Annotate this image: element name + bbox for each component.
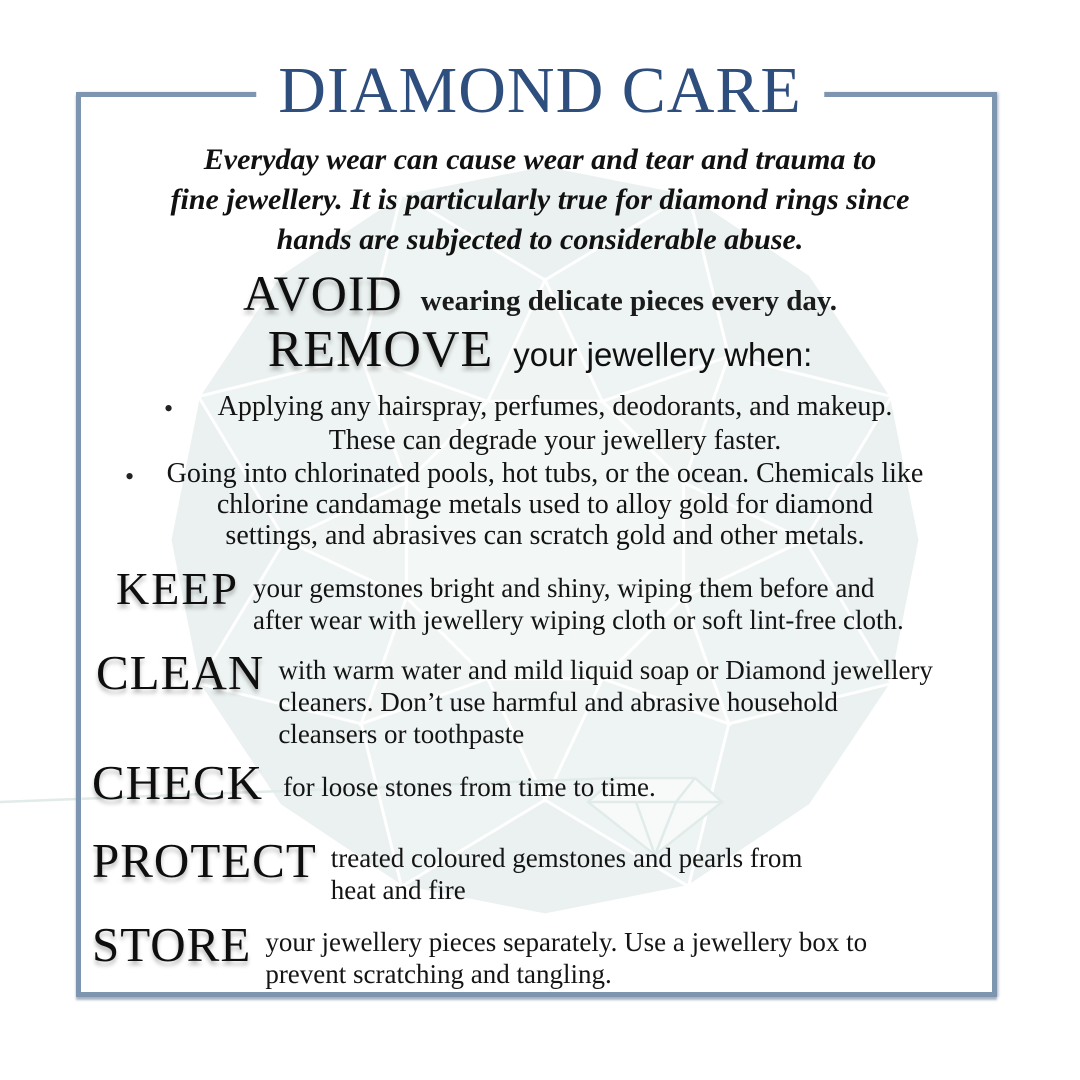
section-remove-text: your jewellery when:	[513, 336, 813, 373]
section-avoid-text: wearing delicate pieces every day.	[420, 285, 837, 317]
section-store	[92, 917, 868, 990]
section-avoid-keyword: AVOID	[242, 265, 403, 321]
section-check	[92, 755, 656, 810]
section-keep	[116, 563, 904, 636]
section-remove	[90, 321, 990, 378]
intro-paragraph: Everyday wear can cause wear and tear and trauma to fine jewellery. It is particularly true for diamond rings since hands are subjected to considerable abuse.	[170, 143, 910, 256]
bullet-item-chlorine: Going into chlorinated pools, hot tubs, or the ocean. Chemicals like chlorine candamage metals used to alloy gold for diamond settings, and abrasives can scratch gold and other metals.	[166, 458, 924, 551]
section-store-text: your jewellery pieces separately. Use a jewellery box to prevent scratching and tangling.	[265, 927, 868, 989]
section-keep-keyword: KEEP	[116, 563, 239, 614]
page-title: DIAMOND CARE	[256, 56, 824, 125]
section-clean-keyword: CLEAN	[96, 645, 265, 700]
section-clean	[96, 645, 933, 750]
section-remove-keyword: REMOVE	[267, 321, 494, 378]
section-protect-text: treated coloured gemstones and pearls from heat and fire	[330, 843, 803, 905]
section-clean-text: with warm water and mild liquid soap or Diamond jewellery cleaners. Don’t use harmful and abrasive household cleansers or toothpaste	[278, 655, 933, 749]
bullet-item-hairspray: Applying any hairspray, perfumes, deodorants, and makeup. These can degrade your jewellery faster.	[217, 391, 893, 456]
section-check-text: for loose stones from time to time.	[283, 772, 656, 802]
bullet-marker: •	[164, 394, 174, 423]
section-store-keyword: STORE	[92, 917, 252, 972]
section-keep-text: your gemstones bright and shiny, wiping them before and after wear with jewellery wiping cloth or soft lint-free cloth.	[253, 573, 904, 635]
section-protect	[92, 833, 803, 906]
section-check-keyword: CHECK	[92, 755, 264, 810]
bullet-marker: •	[125, 462, 135, 491]
section-avoid	[90, 265, 990, 321]
section-protect-keyword: PROTECT	[92, 833, 317, 888]
